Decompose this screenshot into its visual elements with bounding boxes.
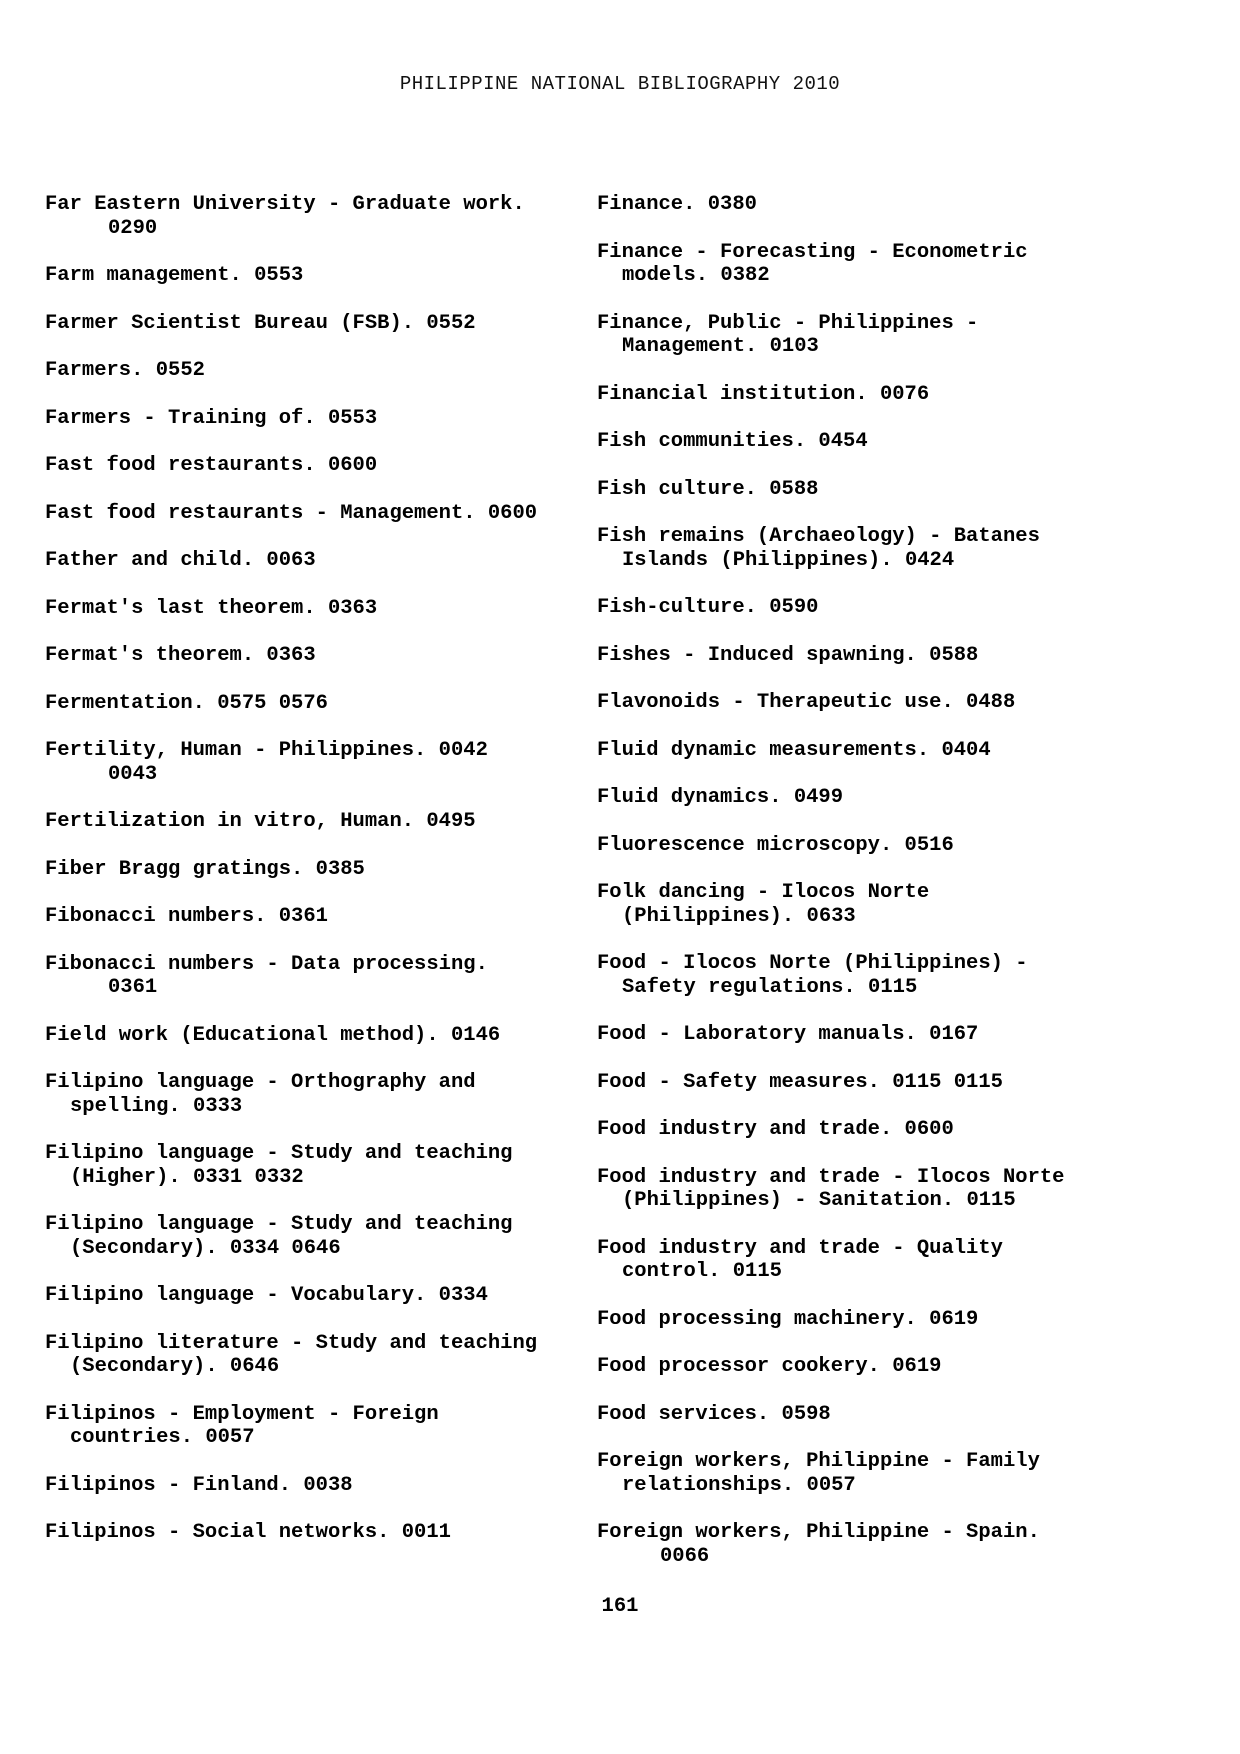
entry-line-2: models. 0382 [622, 264, 770, 287]
entry-line-1: Fermat's theorem. 0363 [45, 644, 316, 667]
index-entry [45, 597, 575, 621]
index-entry [45, 193, 575, 240]
entry-line-1: Filipinos - Social networks. 0011 [45, 1521, 451, 1544]
entry-line-2: 0290 [108, 216, 158, 240]
index-entry [597, 1450, 1197, 1497]
entry-line-1: Food processing machinery. 0619 [597, 1307, 979, 1331]
entry-line-1: Food - Safety measures. 0115 0115 [597, 1070, 1003, 1094]
entry-line-2: 0361 [108, 976, 158, 999]
entry-line-1: Fibonacci numbers - Data processing. [45, 952, 488, 976]
index-entry [597, 193, 1197, 217]
entry-line-1: Farmer Scientist Bureau (FSB). 0552 [45, 311, 476, 335]
entry-line-1: Food - Laboratory manuals. 0167 [597, 1023, 979, 1046]
page-number: 161 [601, 1595, 639, 1618]
entry-line-1: Fermat's last theorem. 0363 [45, 596, 378, 620]
index-entry [45, 359, 575, 383]
entry-line-1: Filipino language - Orthography and [45, 1071, 476, 1094]
index-entry [597, 691, 1197, 715]
index-entry [45, 905, 575, 929]
index-entry [45, 1213, 575, 1260]
index-entry [597, 1023, 1197, 1047]
entry-line-1: Food processor cookery. 0619 [597, 1355, 942, 1378]
entry-line-1: Food services. 0598 [597, 1402, 831, 1426]
entry-line-1: Food industry and trade - Ilocos Norte [597, 1165, 1065, 1189]
entry-line-2: Islands (Philippines). 0424 [622, 548, 955, 572]
entry-line-1: Fish-culture. 0590 [597, 596, 819, 619]
entry-line-2: Safety regulations. 0115 [622, 975, 918, 999]
entry-line-1: Fertilization in vitro, Human. 0495 [45, 810, 476, 833]
index-entry [597, 739, 1197, 763]
entry-line-1: Filipinos - Employment - Foreign [45, 1402, 439, 1426]
index-entry [45, 858, 575, 882]
index-entry [597, 596, 1197, 620]
entry-line-1: Fertility, Human - Philippines. 0042 [45, 739, 488, 762]
entry-line-1: Finance, Public - Philippines - [597, 311, 979, 335]
index-entry [597, 1355, 1197, 1379]
index-entry [45, 502, 575, 526]
entry-line-1: Fibonacci numbers. 0361 [45, 905, 328, 928]
index-entry [597, 430, 1197, 454]
entry-line-1: Filipino language - Study and teaching [45, 1213, 513, 1236]
index-entry [45, 1024, 575, 1048]
entry-line-1: Field work (Educational method). 0146 [45, 1023, 501, 1047]
index-column-left [45, 193, 575, 1569]
index-entry [45, 407, 575, 431]
index-entry [45, 953, 575, 1000]
index-entry [597, 1071, 1197, 1095]
index-entry [597, 881, 1197, 928]
entry-line-2: 0066 [660, 1544, 710, 1568]
index-entry [45, 1142, 575, 1189]
entry-line-2: (Secondary). 0646 [70, 1355, 280, 1378]
entry-line-2: (Philippines). 0633 [622, 904, 856, 928]
entry-line-2: Management. 0103 [622, 335, 819, 358]
running-head-title: PHILIPPINE NATIONAL BIBLIOGRAPHY 2010 [399, 73, 841, 95]
entry-line-2: 0043 [108, 762, 158, 786]
entry-line-1: Fish culture. 0588 [597, 477, 819, 501]
entry-line-1: Filipino language - Vocabulary. 0334 [45, 1284, 488, 1307]
entry-line-1: Filipino literature - Study and teaching [45, 1331, 538, 1355]
entry-line-1: Filipino language - Study and teaching [45, 1142, 513, 1165]
index-entry [597, 952, 1197, 999]
entry-line-1: Finance - Forecasting - Econometric [597, 240, 1028, 264]
index-entry [45, 739, 575, 786]
entry-line-1: Fish remains (Archaeology) - Batanes [597, 525, 1040, 548]
index-entry [45, 810, 575, 834]
entry-line-1: Farm management. 0553 [45, 264, 304, 287]
entry-line-1: Filipinos - Finland. 0038 [45, 1473, 353, 1497]
index-entry [45, 1474, 575, 1498]
entry-line-1: Father and child. 0063 [45, 549, 316, 572]
index-entry [597, 312, 1197, 359]
entry-line-2: control. 0115 [622, 1260, 782, 1283]
entry-line-1: Fiber Bragg gratings. 0385 [45, 857, 365, 881]
entry-line-1: Fast food restaurants. 0600 [45, 454, 378, 477]
entry-line-2: relationships. 0057 [622, 1473, 856, 1497]
index-entry [45, 312, 575, 336]
entry-line-1: Financial institution. 0076 [597, 382, 930, 406]
index-entry [597, 241, 1197, 288]
entry-line-1: Foreign workers, Philippine - Spain. [597, 1521, 1040, 1544]
index-entry [45, 644, 575, 668]
index-entry [45, 692, 575, 716]
entry-line-1: Fast food restaurants - Management. 0600 [45, 501, 538, 525]
entry-line-1: Food industry and trade. 0600 [597, 1118, 954, 1141]
index-entry [597, 383, 1197, 407]
entry-line-2: (Philippines) - Sanitation. 0115 [622, 1189, 1016, 1212]
entry-line-1: Fluid dynamic measurements. 0404 [597, 738, 991, 762]
index-entry [597, 1166, 1197, 1213]
entry-line-1: Food industry and trade - Quality [597, 1236, 1003, 1260]
entry-line-1: Fluid dynamics. 0499 [597, 786, 844, 809]
index-entry [597, 1308, 1197, 1332]
entry-line-1: Fluorescence microscopy. 0516 [597, 833, 954, 857]
entry-line-1: Fermentation. 0575 0576 [45, 691, 328, 715]
entry-line-1: Flavonoids - Therapeutic use. 0488 [597, 691, 1016, 714]
entry-line-1: Folk dancing - Ilocos Norte [597, 881, 930, 904]
index-entry [597, 834, 1197, 858]
index-column-right [597, 193, 1197, 1592]
index-entry [597, 1403, 1197, 1427]
entry-line-1: Food - Ilocos Norte (Philippines) - [597, 952, 1028, 975]
entry-line-1: Fishes - Induced spawning. 0588 [597, 643, 979, 667]
index-entry [45, 1403, 575, 1450]
index-entry [597, 644, 1197, 668]
index-entry [45, 1332, 575, 1379]
entry-line-2: spelling. 0333 [70, 1094, 243, 1118]
entry-line-1: Foreign workers, Philippine - Family [597, 1450, 1040, 1473]
index-entry [597, 525, 1197, 572]
index-entry [597, 1237, 1197, 1284]
entry-line-2: (Secondary). 0334 0646 [70, 1236, 341, 1260]
index-entry [45, 454, 575, 478]
entry-line-1: Finance. 0380 [597, 193, 757, 216]
index-entry [597, 786, 1197, 810]
index-entry [597, 1521, 1197, 1568]
index-entry [45, 264, 575, 288]
index-entry [45, 1521, 575, 1545]
entry-line-1: Farmers. 0552 [45, 359, 205, 382]
entry-line-1: Farmers - Training of. 0553 [45, 406, 378, 430]
entry-line-2: (Higher). 0331 0332 [70, 1165, 304, 1189]
index-entry [597, 1118, 1197, 1142]
index-entry [45, 1284, 575, 1308]
index-entry [45, 549, 575, 573]
index-entry [597, 478, 1197, 502]
index-entry [45, 1071, 575, 1118]
entry-line-2: countries. 0057 [70, 1426, 255, 1449]
entry-line-1: Fish communities. 0454 [597, 430, 868, 453]
entry-line-1: Far Eastern University - Graduate work. [45, 193, 525, 216]
